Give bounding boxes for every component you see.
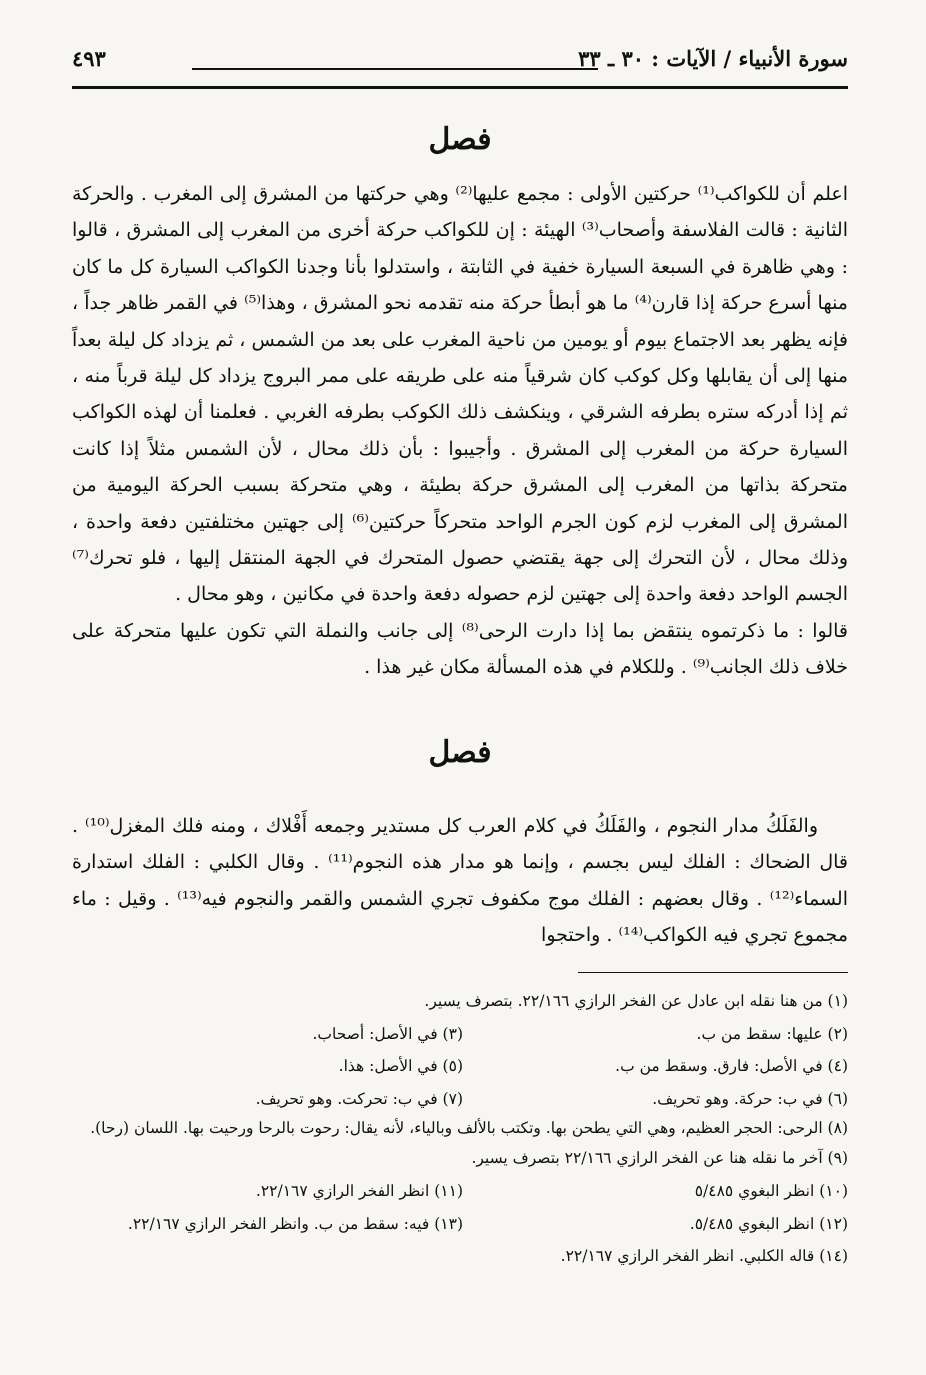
page-number: ٤٩٣ bbox=[72, 46, 106, 71]
footnote-14: (١٤) قاله الكلبي. انظر الفخر الرازي ٢٢/١٦٧. bbox=[560, 1247, 848, 1266]
footnote-5: (٥) في الأصل: هذا. bbox=[338, 1057, 463, 1076]
footnote-11: (١١) انظر الفخر الرازي ٢٢/١٦٧. bbox=[255, 1181, 463, 1200]
section-title-2: فصل bbox=[428, 735, 492, 770]
section-2-paragraph-1: والفَلَكُ مدار النجوم ، والفَلَكُ في كلام العرب كل مستدير وجمعه أَفْلاك ، ومنه فلك المغزل⁽¹⁰⁾ . قال الضحاك : الفلك ليس بجسم ، وإنما هو مدار هذه النجوم⁽¹¹⁾ . وقال الكلبي : الفلك استدارة السماء⁽¹²⁾ . وقال بعضهم : الفلك موج مكفوف تجري الشمس والقمر والنجوم فيه⁽¹³⁾ . وقيل : ماء مجموع تجري فيه الكواكب⁽¹⁴⁾ . واحتجوا bbox=[72, 815, 849, 947]
footnote-row bbox=[78, 1018, 848, 1051]
footnote-12: (١٢) انظر البغوي ٥/٤٨٥. bbox=[689, 1214, 848, 1233]
footnote-3: (٣) في الأصل: أصحاب. bbox=[312, 1024, 463, 1043]
header-rule bbox=[72, 86, 848, 89]
section-title-1: فصل bbox=[428, 122, 492, 157]
section-2-body bbox=[72, 808, 848, 954]
footnote-2: (٢) عليها: سقط من ب. bbox=[696, 1024, 848, 1043]
footnote-1: (١) من هنا نقله ابن عادل عن الفخر الرازي ٢٢/١٦٦. بتصرف يسير. bbox=[424, 992, 848, 1010]
footnote-13: (١٣) فيه: سقط من ب. وانظر الفخر الرازي ٢٢/١٦٧. bbox=[127, 1214, 463, 1233]
footnote-4: (٤) في الأصل: فارق. وسقط من ب. bbox=[615, 1057, 848, 1076]
header-title: سورة الأنبياء / الآيات : ٣٠ ـ ٣٣ bbox=[578, 46, 848, 71]
footnote-8: (٨) الرحى: الحجر العظيم، وهي التي يطحن بها. وتكتب بالألف وبالياء، لأنه يقال: رحوت بالرحا ورحيت بها. اللسان (رحا). bbox=[90, 1119, 848, 1138]
footnote-row bbox=[78, 1050, 848, 1083]
footnote-10: (١٠) انظر البغوي ٥/٤٨٥ bbox=[694, 1181, 848, 1200]
footnote-6: (٦) في ب: حركة. وهو تحريف. bbox=[652, 1089, 848, 1108]
footnote-row bbox=[78, 1208, 848, 1241]
running-header bbox=[72, 40, 848, 80]
header-inline-rule bbox=[192, 68, 598, 70]
footnote-row bbox=[78, 1083, 848, 1116]
footnote-7: (٧) في ب: تحركت. وهو تحريف. bbox=[255, 1089, 463, 1108]
section-1-body bbox=[72, 176, 848, 686]
footnote-row bbox=[78, 1175, 848, 1208]
section-1-paragraph-2: قالوا : ما ذكرتموه ينتقض بما إذا دارت الرحى⁽⁸⁾ إلى جانب والنملة التي تكون عليها متحركة على خلاف ذلك الجانب⁽⁹⁾ . وللكلام في هذه المسألة مكان غير هذا . bbox=[72, 619, 848, 679]
footnotes bbox=[78, 985, 848, 1273]
section-1-paragraph-1: اعلم أن للكواكب⁽¹⁾ حركتين الأولى : مجمع عليها⁽²⁾ وهي حركتها من المشرق إلى المغرب . والحركة الثانية : قالت الفلاسفة وأصحاب⁽³⁾ الهيئة : إن للكواكب حركة أخرى من المغرب إلى المشرق ، قالوا : وهي ظاهرة في السبعة السيارة خفية في الثابتة ، واستدلوا بأنا وجدنا الكواكب السيارة كل ما كان منها أسرع حركة إذا قارن⁽⁴⁾ ما هو أبطأ حركة منه تقدمه نحو المشرق ، وهذا⁽⁵⁾ في القمر ظاهر جداً ، فإنه يظهر بعد الاجتماع بيوم أو يومين من ناحية المغرب على بعد من الشمس ، ثم يزداد كل ليلة بعداً منها إلى أن يقابلها وكل كوكب كان شرقياً منه على طريقه على ممر البروج يزداد كل ليلة قرباً منه ، ثم إذا أدركه ستره بطرفه الشرقي ، وينكشف ذلك الكوكب بطرفه الغربي . فعلمنا أن لهذه الكواكب السيارة حركة من المغرب إلى المشرق . وأجيبوا : بأن ذلك محال ، لأن الشمس مثلاً إذا كانت متحركة بذاتها من المغرب إلى المشرق حركة بطيئة ، وهي متحركة بسبب الحركة اليومية من المشرق إلى المغرب لزم كون الجرم الواحد متحركاً حركتين⁽⁶⁾ إلى جهتين مختلفتين دفعة واحدة ، وذلك محال ، لأن التحرك إلى جهة يقتضي حصول المتحرك في الجهة المنتقل إليها ، فلو تحرك⁽⁷⁾ الجسم الواحد دفعة واحدة إلى جهتين لزم حصوله دفعة واحدة في مكانين ، وهو محال . bbox=[72, 183, 848, 606]
footnote-9: (٩) آخر ما نقله هنا عن الفخر الرازي ٢٢/١٦٦ بتصرف يسير. bbox=[471, 1149, 848, 1168]
footnote-rule bbox=[578, 972, 848, 973]
